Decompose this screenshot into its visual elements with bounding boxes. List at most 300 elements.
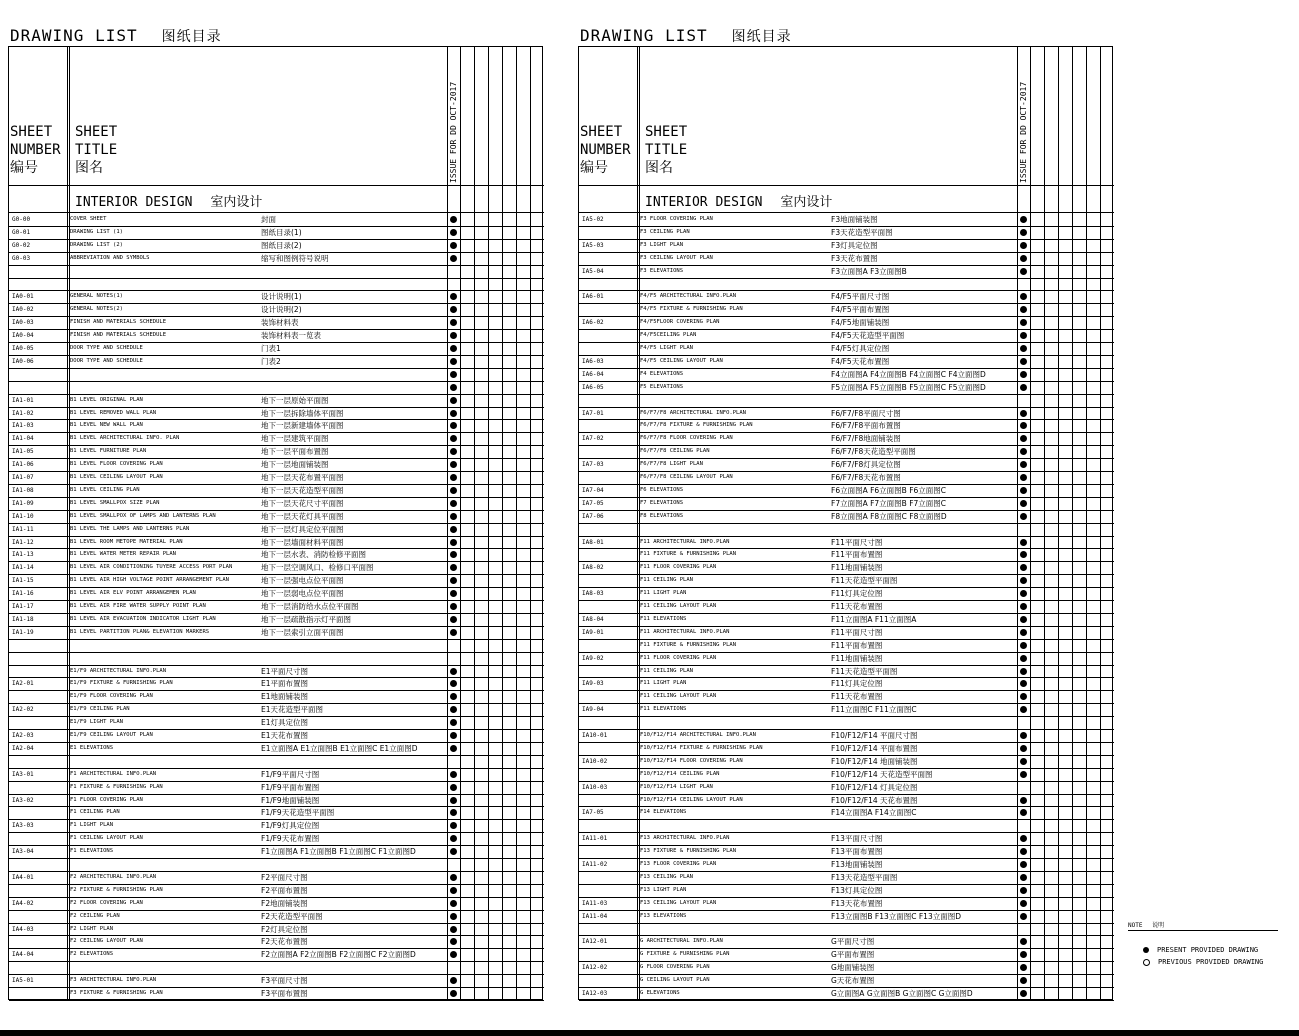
sheet-title-cn: 地下一层弱电点位平面图	[261, 589, 344, 599]
issued-dot-icon	[1020, 629, 1027, 636]
sheet-number: IA2-03	[12, 732, 34, 739]
row-divider	[9, 652, 544, 653]
page-title-en: DRAWING LIST	[10, 26, 138, 45]
issued-dot-icon	[1020, 229, 1027, 236]
issued-dot-icon	[1020, 848, 1027, 855]
row-divider	[9, 755, 544, 756]
sheet-title-cn: F1立面图A F1立面图B F1立面图C F1立面图D	[261, 847, 416, 857]
sheet-title-cn: F13灯具定位图	[831, 885, 883, 895]
sheet-title-cn: F4/F5天花造型平面图	[831, 331, 905, 341]
sheet-title: F1 CEILING PLAN	[70, 809, 120, 816]
sheet-title: F11 FIXTURE & FURNISHING PLAN	[640, 551, 737, 558]
sheet-title-cn: 地下一层消防给水点位平面图	[261, 602, 359, 611]
issued-dot-icon	[1020, 319, 1027, 326]
issued-dot-icon	[1020, 255, 1027, 262]
sheet-title: F13 ARCHITECTURAL INFO.PLAN	[640, 835, 730, 842]
sheet-title: DRAWING LIST (1)	[70, 228, 123, 235]
sheet-title-cn: F13立面图B F13立面图C F13立面图D	[831, 911, 961, 921]
note-label-en: NOTE	[1128, 922, 1143, 929]
sheet-title-cn: F11平面尺寸图	[831, 537, 883, 547]
sheet-number-header	[10, 123, 61, 177]
sheet-number: G0-00	[12, 216, 31, 223]
issued-dot-icon	[450, 345, 457, 352]
sheet-title-cn: 地下一层拆除墙体平面图	[261, 408, 344, 418]
sheet-title-cn: F11平面布置图	[831, 640, 883, 650]
sheet-title: F10/F12/F14 LIGHT PLAN	[640, 783, 713, 790]
sheet-title-cn: G天花布置图	[831, 976, 875, 986]
sheet-number: IA9-02	[582, 654, 604, 662]
sheet-number: IA0-01	[12, 293, 34, 301]
sheet-title: F4/F5 FIXTURE & FURNISHING PLAN	[640, 306, 743, 313]
row-divider	[579, 278, 1114, 279]
sheet-number: IA1-03	[12, 422, 34, 430]
row-divider	[9, 639, 544, 640]
sheet-number: IA6-01	[582, 293, 604, 301]
bottom-border	[0, 1030, 1299, 1036]
issued-dot-icon	[450, 474, 457, 481]
sheet-title-cn: F13天花布置图	[831, 898, 883, 908]
sheet-title-cn: F3天花造型平面图	[831, 227, 893, 237]
sheet-title: F11 CEILING LAYOUT PLAN	[640, 693, 717, 700]
issued-dot-icon	[450, 229, 457, 236]
sheet-title: F11 ELEVATIONS	[640, 706, 687, 713]
issued-dot-icon	[1020, 293, 1027, 300]
sheet-number: IA7-03	[582, 461, 604, 469]
sheet-title: F4/F5CEILING PLAN	[640, 332, 697, 339]
issued-dot-icon	[450, 435, 457, 442]
sheet-number: IA2-04	[12, 744, 34, 752]
sheet-title: F4/F5 CEILING LAYOUT PLAN	[640, 357, 723, 364]
sheet-title-cn: 图纸目录(1)	[261, 227, 302, 237]
section-title-cn: 室内设计	[210, 195, 263, 210]
sheet-title: F13 ELEVATIONS	[640, 912, 687, 919]
sheet-title-cn: F13地面铺装图	[831, 860, 883, 869]
sheet-number: IA4-01	[12, 873, 34, 881]
sheet-number: IA10-02	[582, 757, 608, 765]
issued-dot-icon	[1020, 384, 1027, 391]
issued-dot-icon	[450, 564, 457, 571]
sheet-number: IA9-01	[582, 628, 604, 636]
sheet-number: IA10-03	[582, 783, 608, 791]
sheet-number: IA1-07	[12, 474, 34, 481]
sheet-title-cn: F1/F9天花造型平面图	[261, 808, 335, 818]
issued-dot-icon	[1020, 913, 1027, 920]
filled-dot-icon	[1143, 947, 1149, 953]
page-title-en: DRAWING LIST	[580, 26, 708, 45]
sheet-title: F1 FIXTURE & FURNISHING PLAN	[70, 783, 163, 790]
sheet-title-cn: E1天花布置图	[261, 731, 309, 740]
sheet-title-cn: 地下一层原始平面图	[261, 395, 329, 405]
section-title	[75, 191, 262, 210]
issued-dot-icon	[450, 822, 457, 829]
sheet-title: F11 FLOOR COVERING PLAN	[640, 654, 717, 661]
sheet-number: IA3-03	[12, 822, 34, 830]
sheet-number: IA11-03	[582, 899, 608, 907]
issued-dot-icon	[1020, 461, 1027, 468]
sheet-title-cn: 图纸目录(2)	[261, 240, 302, 250]
issued-dot-icon	[450, 448, 457, 455]
issued-dot-icon	[1020, 539, 1027, 546]
row-divider	[9, 858, 544, 859]
sheet-title-cn: F5立面图A F5立面图B F5立面图C F5立面图D	[831, 382, 986, 392]
sheet-title-cn: F11平面尺寸图	[831, 627, 883, 637]
sheet-title-header-cn: 图名	[75, 160, 103, 176]
row-divider	[9, 278, 544, 279]
issued-dot-icon	[1020, 577, 1027, 584]
issued-dot-icon	[450, 719, 457, 726]
sheet-title: F13 CEILING PLAN	[640, 873, 693, 880]
sheet-title: F3 CEILING LAYOUT PLAN	[640, 254, 713, 261]
sheet-title-cn: F3地面铺装图	[831, 215, 878, 224]
sheet-number: IA4-03	[12, 925, 34, 933]
sheet-title-cn: 地下一层墙面材料平面图	[261, 537, 344, 547]
sheet-number: G0-03	[12, 254, 31, 262]
sheet-title-cn: 地下一层空调风口、检修口平面图	[261, 563, 374, 573]
sheet-title-cn: F3平面布置图	[261, 989, 308, 998]
sheet-title-cn: F11平面布置图	[831, 550, 883, 560]
sheet-number: IA8-03	[582, 590, 604, 598]
sheet-title: F11 CEILING PLAN	[640, 667, 693, 674]
sheet-title: G ELEVATIONS	[640, 990, 680, 996]
sheet-title: DOOR TYPE AND SCHEDULE	[70, 345, 143, 351]
issued-dot-icon	[450, 745, 457, 752]
sheet-title: F10/F12/F14 CEILING PLAN	[640, 770, 720, 777]
sheet-title-cn: F1/F9平面尺寸图	[261, 769, 320, 779]
page-title	[10, 26, 222, 46]
legend-present	[1143, 946, 1258, 954]
sheet-title: G CEILING LAYOUT PLAN	[640, 977, 710, 984]
sheet-title: F2 FLOOR COVERING PLAN	[70, 899, 143, 906]
issued-dot-icon	[1020, 655, 1027, 662]
issued-dot-icon	[1020, 564, 1027, 571]
sheet-title: B1 LEVEL SMALLPOX SIZE PLAN	[70, 499, 160, 506]
sheet-title: F3 LIGHT PLAN	[640, 241, 684, 248]
sheet-title: G FIXTURE & FURNISHING PLAN	[640, 951, 730, 958]
sheet-number: IA7-01	[582, 409, 604, 417]
sheet-title: F3 FIXTURE & FURNISHING PLAN	[70, 990, 163, 996]
issued-dot-icon	[1020, 551, 1027, 558]
sheet-title-cn: F1/F9灯具定位图	[261, 821, 320, 831]
issued-dot-icon	[450, 242, 457, 249]
sheet-number: IA10-01	[582, 732, 608, 739]
sheet-title-cn: F2立面图A F2立面图B F2立面图C F2立面图D	[261, 950, 416, 960]
sheet-title: B1 LEVEL REMOVED WALL PLAN	[70, 409, 157, 416]
sheet-title-cn: 地下一层天花造型平面图	[261, 485, 344, 495]
sheet-title-cn: F10/F12/F14 灯具定位图	[831, 782, 918, 792]
issued-dot-icon	[1020, 900, 1027, 907]
sheet-number: IA11-04	[582, 912, 608, 920]
sheet-title-cn: F2平面尺寸图	[261, 872, 308, 882]
sheet-title-cn: F11天花造型平面图	[831, 576, 898, 586]
sheet-title: B1 LEVEL FLOOR COVERING PLAN	[70, 461, 163, 468]
sheet-title-cn: 地下一层天花尺寸平面图	[261, 498, 344, 508]
sheet-title-header-en: SHEET TITLE	[645, 124, 688, 158]
section-title	[645, 191, 832, 210]
sheet-title-cn: F14立面图A F14立面图C	[831, 808, 917, 818]
sheet-number: IA1-05	[12, 448, 34, 456]
sheet-number: IA12-01	[582, 938, 608, 946]
issued-dot-icon	[1020, 668, 1027, 675]
issued-dot-icon	[1020, 448, 1027, 455]
sheet-title-cn: E1立面图A E1立面图B E1立面图C E1立面图D	[261, 743, 418, 753]
sheet-title: ABBREVIATION AND SYMBOLS	[70, 254, 150, 261]
issued-dot-icon	[1020, 474, 1027, 481]
sheet-number: IA9-04	[582, 706, 604, 714]
issued-dot-icon	[1020, 371, 1027, 378]
sheet-table	[8, 46, 543, 1000]
sheet-title: F10/F12/F14 ARCHITECTURAL INFO.PLAN	[640, 732, 756, 738]
row-divider	[579, 394, 1114, 395]
issued-dot-icon	[1020, 977, 1027, 984]
issued-dot-icon	[1020, 242, 1027, 249]
sheet-number: IA6-02	[582, 319, 604, 327]
sheet-number: IA4-04	[12, 951, 34, 959]
sheet-number: IA2-02	[12, 706, 34, 714]
sheet-title: F4/F5 ARCHITECTURAL INFO.PLAN	[640, 293, 737, 300]
sheet-title: F13 LIGHT PLAN	[640, 886, 687, 893]
sheet-number: IA11-02	[582, 861, 608, 868]
sheet-title: F10/F12/F14 FLOOR COVERING PLAN	[640, 757, 743, 764]
issued-dot-icon	[1020, 345, 1027, 352]
issued-dot-icon	[450, 797, 457, 804]
sheet-title-cn: F11地面铺装图	[831, 563, 883, 573]
issued-dot-icon	[1020, 887, 1027, 894]
sheet-title-cn: E1平面布置图	[261, 679, 309, 689]
sheet-title: F6 ELEVATIONS	[640, 486, 684, 493]
sheet-title-cn: G地面铺装图	[831, 963, 875, 973]
sheet-title: F8 ELEVATIONS	[640, 512, 684, 519]
issued-dot-icon	[1020, 771, 1027, 778]
sheet-number: G0-01	[12, 228, 31, 236]
sheet-title-cn: 门表1	[261, 344, 281, 353]
issued-dot-icon	[450, 603, 457, 610]
sheet-title-cn: E1平面尺寸图	[261, 666, 309, 676]
sheet-number: IA1-04	[12, 435, 34, 443]
issued-dot-icon	[1020, 861, 1027, 868]
sheet-number: IA8-02	[582, 564, 604, 572]
issued-dot-icon	[450, 784, 457, 791]
sheet-title: F11 LIGHT PLAN	[640, 590, 687, 597]
sheet-title: COVER SHEET	[70, 216, 107, 222]
sheet-title-cn: F1/F9平面布置图	[261, 782, 320, 792]
sheet-number: IA1-18	[12, 615, 34, 623]
page-title-cn: 图纸目录	[731, 29, 792, 45]
sheet-title: B1 LEVEL FURNITURE PLAN	[70, 448, 147, 455]
sheet-number: IA11-01	[582, 835, 608, 843]
sheet-title: F6/F7/F8 CEILING LAYOUT PLAN	[640, 474, 733, 480]
sheet-title: F4/F5 LIGHT PLAN	[640, 345, 693, 351]
legend-previous-label: PREVIOUS PROVIDED DRAWING	[1158, 958, 1264, 966]
issued-dot-icon	[1020, 732, 1027, 739]
sheet-number: IA1-08	[12, 486, 34, 494]
sheet-title: F6/F7/F8 CEILING PLAN	[640, 448, 710, 455]
row-divider	[9, 1000, 544, 1001]
sheet-number: IA3-01	[12, 770, 34, 778]
sheet-title-cn: F4/F5天花布置图	[831, 356, 890, 366]
issued-dot-icon	[1020, 874, 1027, 881]
sheet-title-cn: F13平面尺寸图	[831, 834, 883, 844]
sheet-title-cn: F3灯具定位图	[831, 240, 878, 250]
issued-dot-icon	[450, 926, 457, 933]
issued-dot-icon	[1020, 216, 1027, 223]
issued-dot-icon	[450, 951, 457, 958]
issued-dot-icon	[450, 809, 457, 816]
sheet-title-cn: F3天花布置图	[831, 253, 878, 263]
issued-dot-icon	[450, 513, 457, 520]
sheet-title: F14 ELEVATIONS	[640, 809, 687, 816]
issued-dot-icon	[450, 874, 457, 881]
sheet-number: IA0-05	[12, 345, 34, 352]
sheet-title-cn: F1/F9天花布置图	[261, 834, 320, 844]
sheet-number: IA1-19	[12, 628, 34, 636]
issued-dot-icon	[1020, 951, 1027, 958]
sheet-number: IA1-09	[12, 499, 34, 507]
sheet-title-cn: 地下一层新建墙体平面图	[261, 421, 344, 431]
sheet-title-cn: F10/F12/F14 平面尺寸图	[831, 731, 918, 740]
sheet-title: F2 ARCHITECTURAL INFO.PLAN	[70, 873, 157, 880]
sheet-title-cn: F11灯具定位图	[831, 679, 883, 689]
sheet-title: B1 LEVEL AIR ELV POINT ARRANGEMEN PLAN	[70, 590, 196, 597]
issued-dot-icon	[450, 616, 457, 623]
open-dot-icon	[1143, 959, 1150, 966]
sheet-title: B1 LEVEL NEW WALL PLAN	[70, 422, 143, 429]
issue-column-header: ISSUE FOR DD OCT-2017	[1019, 81, 1028, 183]
issued-dot-icon	[1020, 332, 1027, 339]
sheet-title-cn: F2天花布置图	[261, 937, 308, 947]
sheet-title-cn: F6/F7/F8平面尺寸图	[831, 408, 901, 418]
sheet-title: F2 ELEVATIONS	[70, 951, 114, 958]
sheet-number: IA5-02	[582, 216, 604, 223]
sheet-number: G0-02	[12, 241, 31, 249]
sheet-title: F11 ARCHITECTURAL INFO.PLAN	[640, 538, 730, 545]
issued-dot-icon	[450, 551, 457, 558]
issued-dot-icon	[1020, 680, 1027, 687]
sheet-title: E1/F9 ARCHITECTURAL INFO.PLAN	[70, 667, 167, 674]
row-divider	[579, 923, 1114, 924]
sheet-title-header	[645, 123, 687, 177]
sheet-number-header-cn: 编号	[580, 160, 608, 176]
sheet-title: G FLOOR COVERING PLAN	[640, 964, 710, 971]
issued-dot-icon	[450, 835, 457, 842]
issued-dot-icon	[450, 629, 457, 636]
sheet-number-header-en: SHEET NUMBER	[10, 124, 61, 158]
issued-dot-icon	[1020, 938, 1027, 945]
sheet-number: IA8-01	[582, 538, 604, 546]
sheet-title: B1 LEVEL CEILING PLAN	[70, 486, 140, 493]
sheet-title-cn: F11立面图C F11立面图C	[831, 705, 917, 715]
sheet-title: G ARCHITECTURAL INFO.PLAN	[640, 938, 723, 945]
sheet-number: IA6-03	[582, 357, 604, 365]
sheet-title: F6/F7/F8 ARCHITECTURAL INFO.PLAN	[640, 409, 746, 416]
sheet-title-cn: 门表2	[261, 356, 281, 366]
sheet-number: IA6-04	[582, 370, 604, 378]
issued-dot-icon	[450, 461, 457, 468]
sheet-title-cn: F11灯具定位图	[831, 589, 883, 599]
sheet-title-cn: F6/F7/F8地面铺装图	[831, 434, 901, 444]
issued-dot-icon	[1020, 706, 1027, 713]
sheet-number: IA12-02	[582, 964, 608, 972]
sheet-title-cn: F4立面图A F4立面图B F4立面图C F4立面图D	[831, 369, 986, 379]
sheet-title-cn: F6/F7/F8平面布置图	[831, 421, 901, 431]
sheet-title-cn: F2平面布置图	[261, 885, 308, 895]
issued-dot-icon	[1020, 990, 1027, 997]
note-label-cn: 说明	[1152, 922, 1165, 929]
sheet-number: IA1-14	[12, 564, 34, 572]
issued-dot-icon	[450, 332, 457, 339]
sheet-title: F3 ELEVATIONS	[640, 267, 684, 274]
issued-dot-icon	[450, 371, 457, 378]
sheet-title-cn: E1灯具定位图	[261, 718, 309, 728]
note-divider	[1128, 930, 1278, 931]
sheet-number: IA8-04	[582, 615, 604, 623]
header-divider	[9, 185, 544, 186]
sheet-number-header	[580, 123, 631, 177]
sheet-title-cn: F6/F7/F8灯具定位图	[831, 460, 901, 470]
sheet-number: IA6-05	[582, 383, 604, 391]
sheet-title: B1 LEVEL PARTITION PLAN& ELEVATION MARKERS	[70, 628, 210, 635]
sheet-number: IA0-04	[12, 332, 34, 340]
sheet-title-cn: F6/F7/F8天花布置图	[831, 473, 901, 482]
issued-dot-icon	[450, 410, 457, 417]
issued-dot-icon	[1020, 745, 1027, 752]
sheet-title: F11 FLOOR COVERING PLAN	[640, 564, 717, 571]
sheet-title: F3 FLOOR COVERING PLAN	[640, 216, 713, 222]
issued-dot-icon	[450, 577, 457, 584]
legend-previous	[1143, 958, 1263, 966]
sheet-title-cn: 地下一层地面铺装图	[261, 460, 329, 470]
issued-dot-icon	[1020, 513, 1027, 520]
sheet-title-cn: F11立面图A F11立面图A	[831, 614, 917, 624]
sheet-title: F13 FLOOR COVERING PLAN	[640, 861, 717, 867]
sheet-title: F6/F7/F8 FLOOR COVERING PLAN	[640, 435, 733, 442]
sheet-title: F3 CEILING PLAN	[640, 228, 690, 235]
sheet-title: GENERAL NOTES(1)	[70, 293, 123, 300]
issued-dot-icon	[450, 848, 457, 855]
note-label	[1128, 920, 1164, 929]
issued-dot-icon	[450, 590, 457, 597]
sheet-title-cn: F1/F9地面铺装图	[261, 795, 320, 805]
sheet-title-cn: F4/F5地面铺装图	[831, 318, 890, 328]
sheet-number: IA1-16	[12, 590, 34, 598]
sheet-title-cn: 地下一层强电点位平面图	[261, 576, 344, 586]
sheet-title-cn: 设计说明(1)	[261, 292, 302, 302]
sheet-title-cn: 地下一层索引立面平面图	[261, 627, 344, 637]
sheet-number: IA1-01	[12, 396, 34, 404]
sheet-number-header-cn: 编号	[10, 160, 38, 176]
row-divider	[579, 819, 1114, 820]
issued-dot-icon	[1020, 603, 1027, 610]
sheet-title: FINISH AND MATERIALS SCHEDULE	[70, 319, 167, 326]
issued-dot-icon	[1020, 616, 1027, 623]
issued-dot-icon	[450, 990, 457, 997]
issued-dot-icon	[1020, 797, 1027, 804]
sheet-title-cn: F13天花造型平面图	[831, 872, 898, 882]
sheet-title: F5 ELEVATIONS	[640, 383, 684, 390]
sheet-title: F4 ELEVATIONS	[640, 370, 684, 377]
issued-dot-icon	[450, 422, 457, 429]
sheet-title-cn: G平面布置图	[831, 950, 875, 960]
sheet-title-cn: F2地面铺装图	[261, 898, 308, 908]
issued-dot-icon	[450, 526, 457, 533]
issued-dot-icon	[450, 358, 457, 365]
issued-dot-icon	[450, 216, 457, 223]
sheet-title-cn: F10/F12/F14 平面布置图	[831, 743, 918, 753]
sheet-title: F1 FLOOR COVERING PLAN	[70, 796, 143, 803]
sheet-number: IA5-01	[12, 977, 34, 985]
sheet-title: E1/F9 FLOOR COVERING PLAN	[70, 693, 153, 700]
sheet-title: E1/F9 CEILING LAYOUT PLAN	[70, 732, 153, 738]
sheet-title: B1 LEVEL SMALLPOX OF LAMPS AND LANTERNS PLAN	[70, 512, 216, 519]
